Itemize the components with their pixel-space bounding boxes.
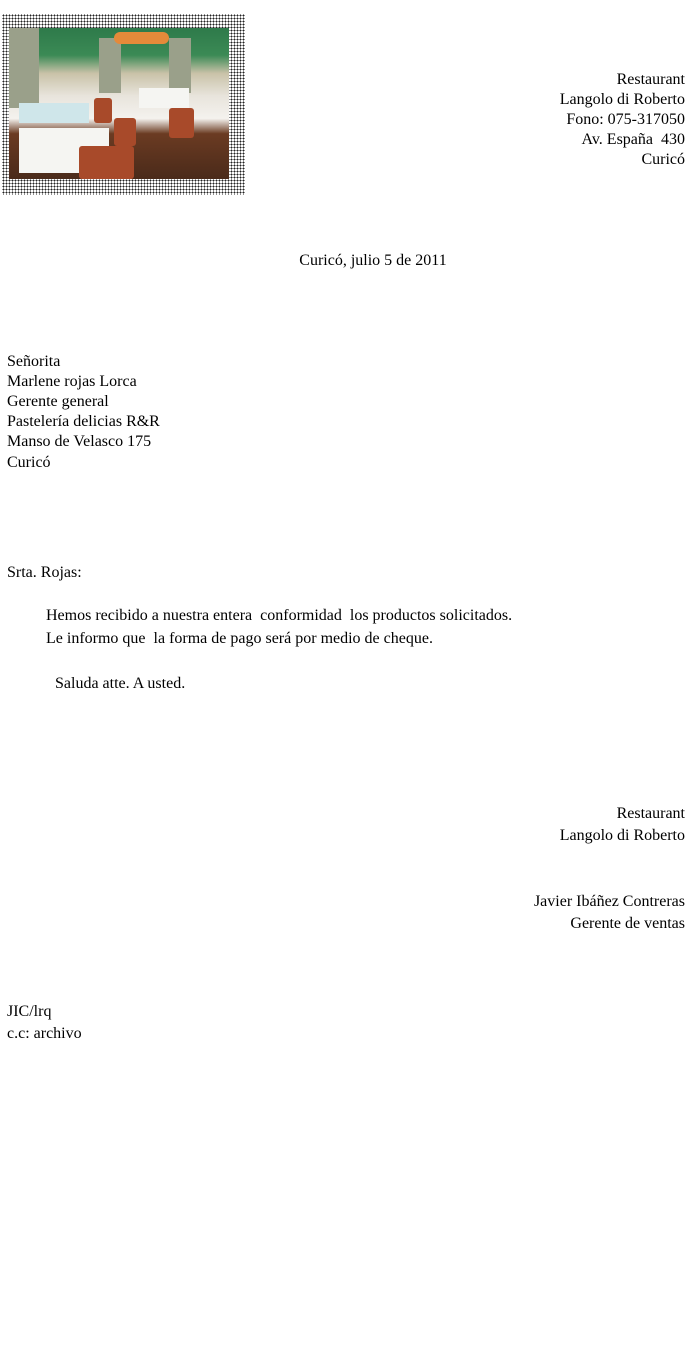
sender-line: Fono: 075-317050 — [566, 111, 685, 128]
carbon-copy: c.c: archivo — [7, 1025, 82, 1042]
reference-initials: JIC/lrq — [7, 1003, 52, 1020]
signature-company: Restaurant — [616, 805, 685, 822]
recipient-line: Gerente general — [7, 393, 109, 410]
sender-line: Langolo di Roberto — [559, 91, 685, 108]
recipient-line: Señorita — [7, 353, 61, 370]
salutation: Srta. Rojas: — [7, 564, 82, 581]
closing: Saluda atte. A usted. — [55, 675, 186, 692]
date-line: Curicó, julio 5 de 2011 — [299, 252, 447, 269]
sender-line: Curicó — [641, 151, 685, 168]
sender-line: Av. España 430 — [581, 131, 685, 148]
recipient-line: Manso de Velasco 175 — [7, 433, 152, 450]
recipient-line: Pastelería delicias R&R — [7, 413, 160, 430]
sender-line: Restaurant — [616, 71, 685, 88]
recipient-line: Marlene rojas Lorca — [7, 373, 137, 390]
body-line: Le informo que la forma de pago será por medio de cheque. — [46, 630, 433, 647]
signature-company: Langolo di Roberto — [559, 827, 685, 844]
restaurant-photo — [9, 28, 229, 179]
signature-name: Javier Ibáñez Contreras — [533, 893, 685, 910]
recipient-line: Curicó — [7, 454, 51, 471]
signature-title: Gerente de ventas — [570, 915, 685, 932]
body-line: Hemos recibido a nuestra entera conformidad los productos solicitados. — [46, 607, 513, 624]
